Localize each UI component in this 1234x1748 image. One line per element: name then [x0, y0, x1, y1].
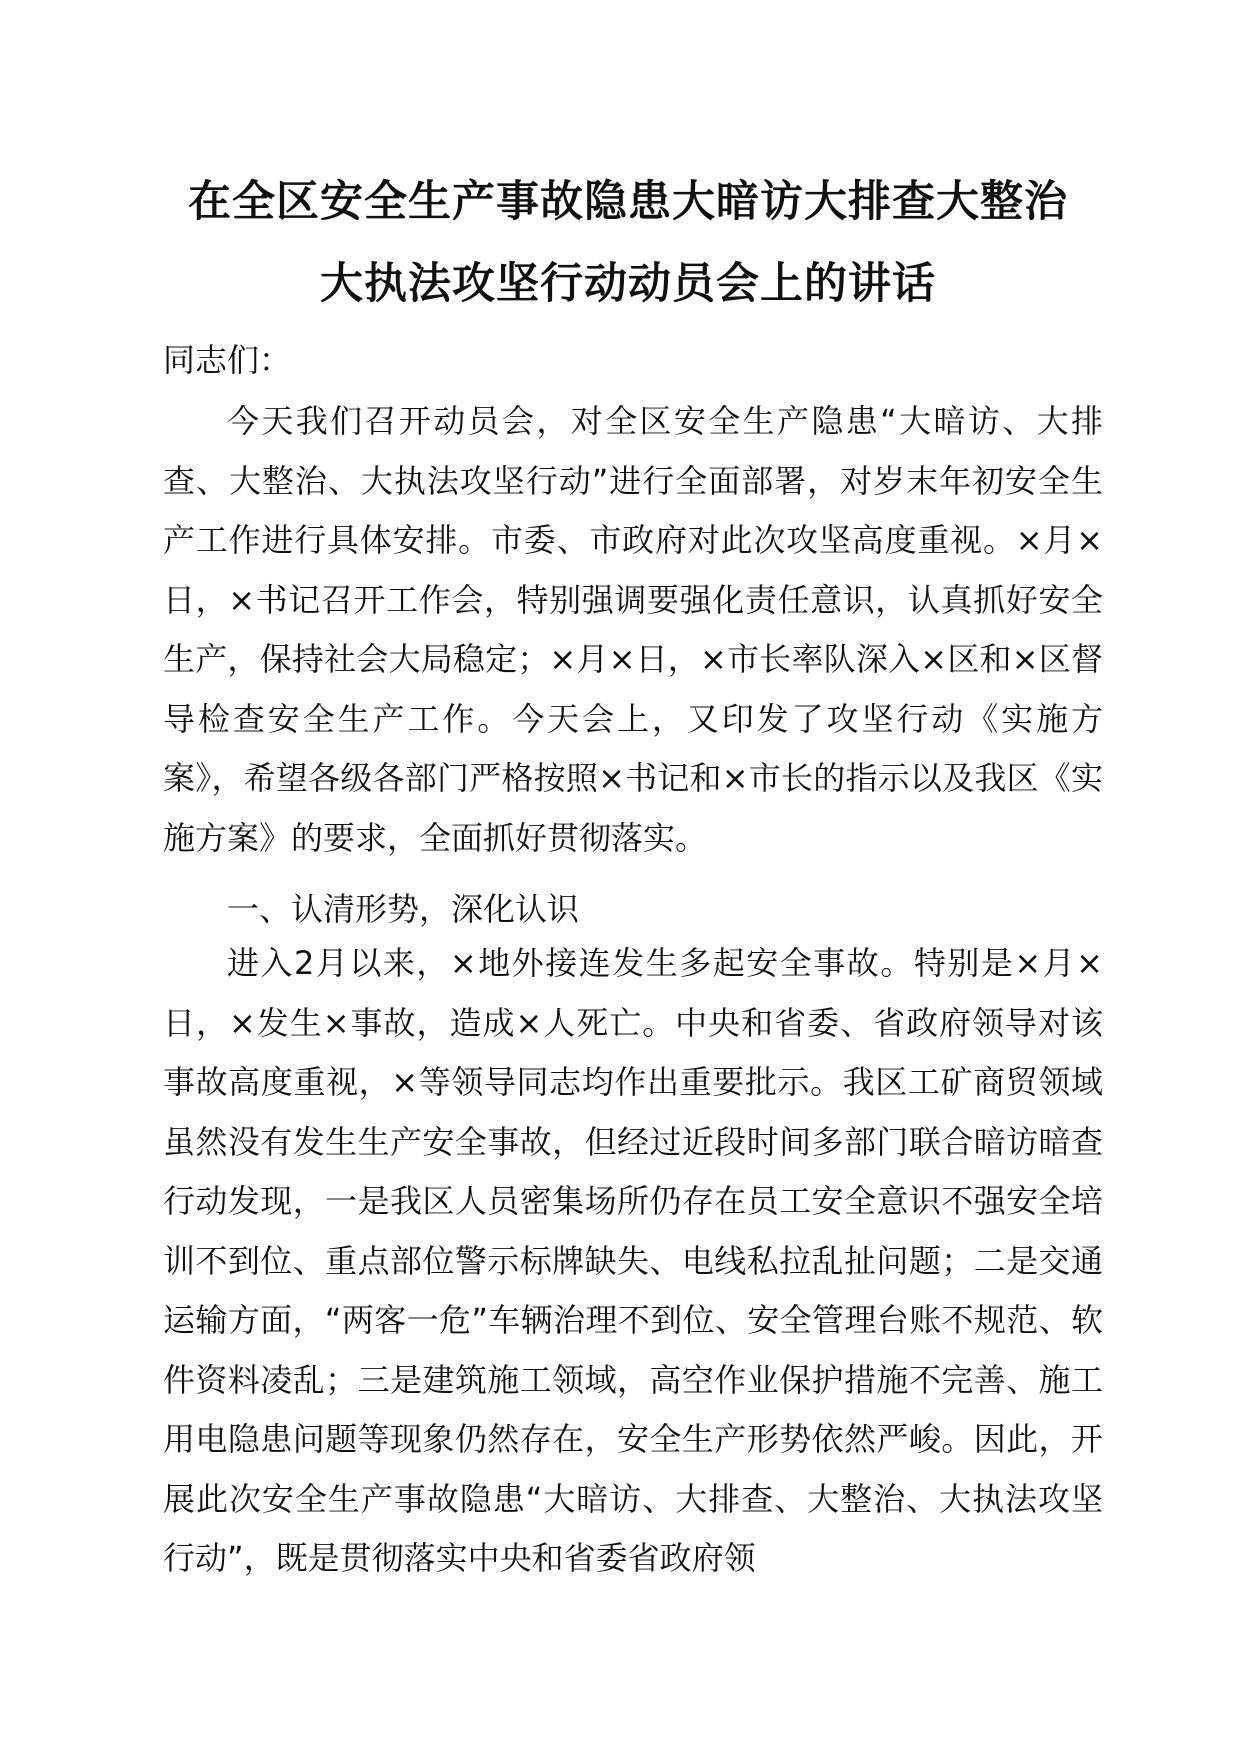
body-paragraph-1: 今天我们召开动员会，对全区安全生产隐患“大暗访、大排查、大整治、大执法攻坚行动”进行全面部署，对岁末年初安全生产工作进行具体安排。市委、市政府对此次攻坚高度重视。×月×日，×书记召开工作会，特别强调要强化责任意识，认真抓好安全生产，保持社会大局稳定；×月×日，×市长率队深入×区和×区督导检查安全生产工作。今天会上，又印发了攻坚行动《实施方案》，希望各级各部门严格按照×书记和×市长的指示以及我区《实施方案》的要求，全面抓好贯彻落实。 [163, 402, 1103, 857]
body-paragraph-2: 进入2月以来，×地外接连发生多起安全事故。特别是×月×日，×发生×事故，造成×人死亡。中央和省委、省政府领导对该事故高度重视，×等领导同志均作出重要批示。我区工矿商贸领域虽然没有发生生产安全事故，但经过近段时间多部门联合暗访暗查行动发现，一是我区人员密集场所仍存在员工安全意识不强安全培训不到位、重点部位警示标牌缺失、电线私拉乱扯问题；二是交通运输方面，“两客一危”车辆治理不到位、安全管理台账不规范、软件资料凌乱；三是建筑施工领域，高空作业保护措施不完善、施工用电隐患问题等现象仍然存在，安全生产形势依然严峻。因此，开展此次安全生产事故隐患“大暗访、大排查、大整治、大执法攻坚行动”，既是贯彻落实中央和省委省政府领 [163, 944, 1103, 1577]
salutation: 同志们： [163, 341, 292, 379]
section-heading-1: 一、认清形势，深化认识 [227, 890, 580, 928]
document-title-line-1: 在全区安全生产事故隐患大暗访大排查大整治 [188, 177, 1068, 227]
document-title-line-2: 大执法攻坚行动动员会上的讲话 [320, 259, 936, 309]
